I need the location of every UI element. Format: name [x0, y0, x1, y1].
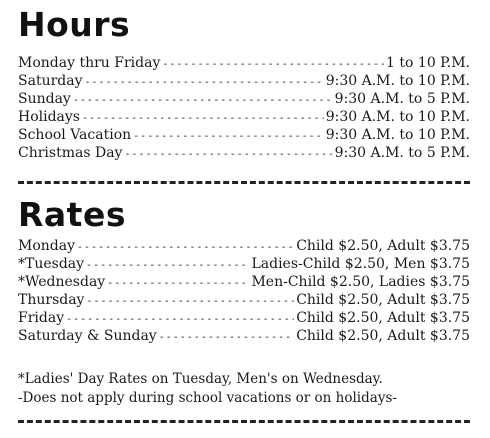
- rates-day-label: Saturday & Sunday: [18, 328, 157, 344]
- dotted-leader: [73, 95, 333, 106]
- hours-day-label: Sunday: [18, 91, 71, 107]
- hours-time-value: 9:30 A.M. to 5 P.M.: [334, 91, 470, 107]
- hours-row-christmas: [18, 145, 470, 163]
- dotted-leader: [107, 278, 249, 289]
- dotted-leader: [86, 260, 249, 271]
- hours-day-label: Saturday: [18, 73, 83, 89]
- hours-time-value: 9:30 A.M. to 5 P.M.: [334, 145, 470, 161]
- hours-list: [18, 55, 470, 163]
- dotted-leader: [66, 314, 294, 325]
- section-divider: [18, 420, 470, 423]
- rates-price-value: Child $2.50, Adult $3.75: [296, 328, 470, 344]
- dotted-leader: [86, 296, 294, 307]
- rates-price-value: Child $2.50, Adult $3.75: [296, 310, 470, 326]
- rates-row-wednesday: [18, 274, 470, 292]
- section-divider: [18, 181, 470, 184]
- rates-price-value: Child $2.50, Adult $3.75: [296, 238, 470, 254]
- hours-row-sunday: [18, 91, 470, 109]
- rates-row-tuesday: [18, 256, 470, 274]
- rates-row-monday: [18, 238, 470, 256]
- rates-price-value: Child $2.50, Adult $3.75: [296, 292, 470, 308]
- rates-footnotes: [18, 370, 478, 408]
- dotted-leader: [77, 242, 294, 253]
- hours-time-value: 9:30 A.M. to 10 P.M.: [325, 127, 470, 143]
- rates-price-value: Ladies-Child $2.50, Men $3.75: [251, 256, 470, 272]
- footnote-ladies-mens-days: *Ladies' Day Rates on Tuesday, Men's on Wednesday.: [18, 371, 383, 387]
- hours-row-weekdays: [18, 55, 470, 73]
- rates-heading: Rates: [18, 195, 126, 234]
- hours-day-label: Christmas Day: [18, 145, 123, 161]
- dotted-leader: [82, 113, 324, 124]
- dotted-leader: [159, 332, 295, 343]
- rates-row-friday: [18, 310, 470, 328]
- hours-time-value: 9:30 A.M. to 10 P.M.: [325, 109, 470, 125]
- hours-time-value: 1 to 10 P.M.: [386, 55, 470, 71]
- rates-price-value: Men-Child $2.50, Ladies $3.75: [251, 274, 470, 290]
- dotted-leader: [133, 131, 324, 142]
- dotted-leader: [162, 59, 384, 70]
- rates-day-label: *Tuesday: [18, 256, 85, 272]
- rates-day-label: *Wednesday: [18, 274, 106, 290]
- dotted-leader: [85, 77, 324, 88]
- hours-day-label: Monday thru Friday: [18, 55, 161, 71]
- hours-time-value: 9:30 A.M. to 10 P.M.: [325, 73, 470, 89]
- hours-day-label: Holidays: [18, 109, 80, 125]
- rates-day-label: Friday: [18, 310, 65, 326]
- hours-row-school-vacation: [18, 127, 470, 145]
- footnote-exclusions: -Does not apply during school vacations or on holidays-: [18, 390, 397, 406]
- rates-day-label: Thursday: [18, 292, 85, 308]
- dotted-leader: [124, 149, 332, 160]
- hours-heading: Hours: [18, 5, 131, 44]
- rates-day-label: Monday: [18, 238, 75, 254]
- hours-row-holidays: [18, 109, 470, 127]
- hours-row-saturday: [18, 73, 470, 91]
- rates-row-thursday: [18, 292, 470, 310]
- rates-row-weekend: [18, 328, 470, 346]
- rates-list: [18, 238, 470, 346]
- hours-day-label: School Vacation: [18, 127, 132, 143]
